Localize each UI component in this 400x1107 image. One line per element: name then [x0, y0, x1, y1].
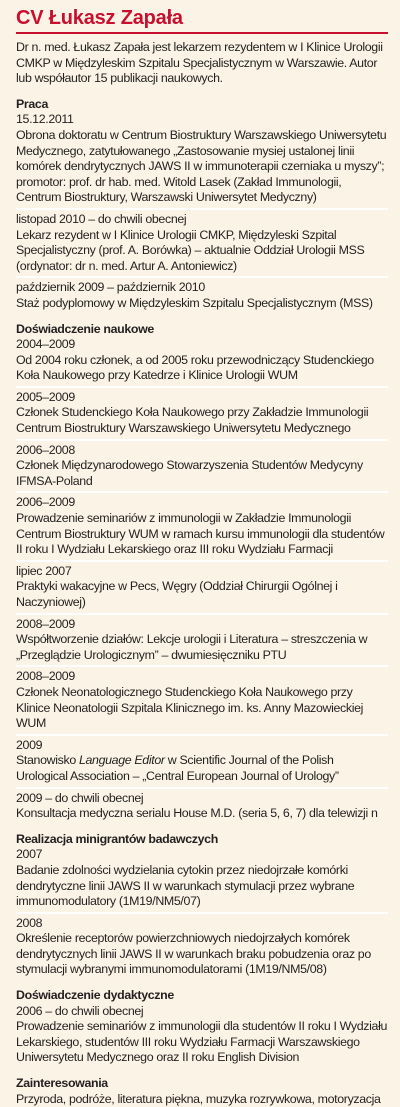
entry-separator	[16, 386, 388, 388]
entry	[16, 337, 388, 384]
entry	[16, 847, 388, 909]
entry-date: listopad 2010 – do chwili obecnej	[16, 211, 187, 226]
title-rule	[16, 32, 388, 34]
section-heading: Realizacja minigrantów badawczych	[16, 831, 218, 846]
entry-separator	[16, 912, 388, 914]
entry-date: 2008–2009	[16, 616, 75, 631]
entry	[16, 212, 388, 274]
section-heading: Doświadczenie naukowe	[16, 321, 154, 336]
entry-text: Od 2004 roku członek, a od 2005 roku przewodniczący Studenckiego Koła Naukowego przy Katedrze i Klinice Urologii WUM	[16, 352, 374, 383]
intro-text: Dr n. med. Łukasz Zapała jest lekarzem rezydentem w I Klinice Urologii CMKP w Międzyleskim Szpitalu Specjalistycznym w Warszawie. Autor lub współautor 15 publikacji naukowych.	[16, 40, 383, 86]
entry-text	[16, 753, 388, 784]
entry	[16, 495, 388, 557]
section-doswiadczenie-dydaktyczne	[16, 988, 388, 1066]
entry-separator	[16, 491, 388, 493]
section-doswiadczenie-naukowe	[16, 322, 388, 822]
entry-date: październik 2009 – październik 2010	[16, 280, 205, 295]
section-praca	[16, 97, 388, 312]
entry-text: Konsultacja medyczna serialu House M.D. (seria 5, 6, 7) dla telewizji n	[16, 806, 378, 821]
entry-date: 2008	[16, 915, 43, 930]
entry	[16, 112, 388, 206]
entry-text: Określenie receptorów powierzchniowych niedojrzałych komórek dendrytycznych linii JAWS II w warunkach braku pobudzenia oraz po stymulacji wybranymi immunomodulatorami (1M19/NM5/08)	[16, 931, 371, 977]
entry-date: 2006–2009	[16, 495, 75, 510]
entry-separator	[16, 734, 388, 736]
entry-date: 2007	[16, 847, 43, 862]
entry-text-part: w Scientific Journal of the Polish Urological Association – „Central European Journal of Urology”	[16, 753, 339, 783]
entry-date: 2009	[16, 737, 43, 752]
entry-separator	[16, 439, 388, 441]
section-minigranty	[16, 832, 388, 978]
entry-date: 2008–2009	[16, 669, 75, 684]
entry-text: Członek Neonatologicznego Studenckiego Koła Naukowego przy Klinice Neonatologii Szpitala Klinicznego im. ks. Anny Mazowieckiej WUM	[16, 684, 364, 731]
section-heading: Doświadczenie dydaktyczne	[16, 988, 174, 1003]
entry	[16, 1004, 388, 1066]
entry-date: 2009 – do chwili obecnej	[16, 790, 144, 805]
entry-separator	[16, 208, 388, 210]
entry-date: lipiec 2007	[16, 563, 72, 578]
section-zainteresowania	[16, 1076, 388, 1107]
entry	[16, 669, 388, 731]
entry-text: Członek Studenckiego Koła Naukowego przy Zakładzie Immunologii Centrum Biostruktury Warszawskiego Uniwersytetu Medycznego	[16, 405, 369, 436]
entry-separator	[16, 560, 388, 562]
entry-date: 2006 – do chwili obecnej	[16, 1003, 144, 1018]
entry-date: 15.12.2011	[16, 112, 74, 127]
entry-text: Obrona doktoratu w Centrum Biostruktury Warszawskiego Uniwersytetu Medycznego, zatytułowanego „Zastosowanie mysiej ustalonej linii komórek dendrytycznych JAWS II w immunoterapii czerniaka u myszy”; promotor: prof. dr hab. med. Witold Lasek (Zakład Immunologii, Centrum Biostruktury, Warszawski Uniwersytet Medyczny)	[16, 127, 387, 205]
entry-date: 2005–2009	[16, 389, 75, 404]
entry-date: 2004–2009	[16, 337, 75, 352]
entry	[16, 280, 388, 311]
entry-text: Lekarz rezydent w I Klinice Urologii CMKP, Międzyleski Szpital Specjalistyczny (prof. A. Borówka) – aktualnie Oddział Urologii MSS (ordynator: dr n. med. Artur A. Antoniewicz)	[16, 227, 365, 273]
entry	[16, 738, 388, 785]
entry	[16, 916, 388, 978]
section-heading: Zainteresowania	[16, 1076, 108, 1091]
entry-text: Staż podyplomowy w Międzyleskim Szpitalu Specjalistycznym (MSS)	[16, 295, 373, 310]
entry	[16, 443, 388, 490]
entry	[16, 390, 388, 437]
entry-separator	[16, 276, 388, 278]
entry-text: Przyroda, podróże, literatura piękna, muzyka rozrywkowa, motoryzacja	[16, 1091, 381, 1106]
entry-text: Członek Międzynarodowego Stowarzyszenia Studentów Medycyny IFMSA-Poland	[16, 458, 363, 488]
entry-text: Badanie zdolności wydzielania cytokin przez niedojrzałe komórki dendrytyczne linii JAWS II w warunkach stymulacji przez wybrane immunomodulatory (1M19/NM5/07)	[16, 862, 355, 909]
entry-separator	[16, 787, 388, 789]
entry-text-italic: Language Editor	[78, 753, 165, 768]
entry-text: Prowadzenie seminariów z immunologii dla studentów II roku I Wydziału Lekarskiego, studentów III roku Wydziału Farmacji Warszawskiego Uniwersytetu Medycznego oraz II roku English Division	[16, 1019, 388, 1065]
entry-text: Prowadzenie seminariów z immunologii w Zakładzie Immunologii Centrum Biostruktury WUM w ramach kursu immunologii dla studentów II roku I Wydziału Lekarskiego oraz III roku Wydziału Farmacji	[16, 511, 385, 557]
entry-text: Współtworzenie działów: Lekcje urologii i Literatura – streszczenia w „Przeglądzie Urologicznym” – dwumiesięczniku PTU	[16, 632, 368, 662]
entry-separator	[16, 613, 388, 615]
entry	[16, 791, 388, 822]
entry-text-part: Stanowisko	[16, 753, 79, 768]
entry-date: 2006–2008	[16, 442, 75, 457]
entry	[16, 564, 388, 611]
entry-text: Praktyki wakacyjne w Pecs, Węgry (Oddział Chirurgii Ogólnej i Naczyniowej)	[16, 579, 338, 609]
cv-title: CV Łukasz Zapała	[16, 7, 183, 29]
section-heading: Praca	[16, 96, 49, 111]
entry	[16, 617, 388, 664]
entry-separator	[16, 665, 388, 667]
